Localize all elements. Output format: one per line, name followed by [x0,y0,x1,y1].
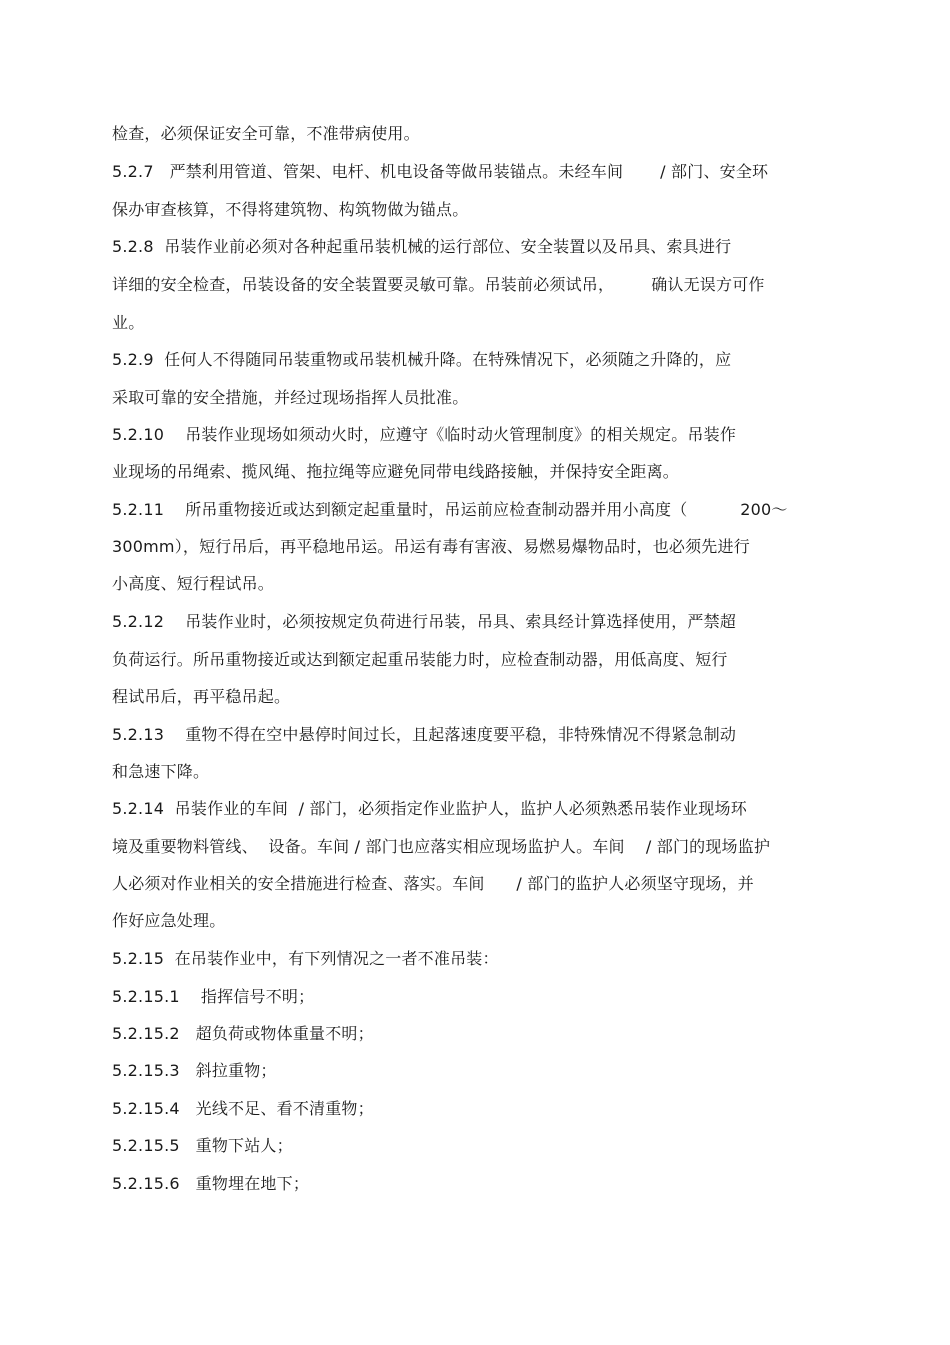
clause-5-2-15-heading: 5.2.15 在吊装作业中，有下列情况之一者不准吊装： [112,949,499,968]
clause-5-2-8-line-1: 5.2.8 吊装作业前必须对各种起重吊装机械的运行部位、安全装置以及吊具、索具进行 [112,237,732,256]
clause-5-2-8-line-3: 业。 [112,313,145,332]
list-item-5-2-15-5: 5.2.15.5 重物下站人； [112,1136,293,1155]
clause-5-2-11-line-2: 300mm），短行吊后，再平稳地吊运。吊运有毒有害液、易燃易爆物品时，也必须先进行 [112,537,750,556]
clause-5-2-10-line-2: 业现场的吊绳索、揽风绳、拖拉绳等应避免同带电线路接触，并保持安全距离。 [112,462,680,481]
list-item-5-2-15-6: 5.2.15.6 重物埋在地下； [112,1174,310,1193]
clause-5-2-12-line-3: 程试吊后，再平稳吊起。 [112,687,291,706]
list-item-5-2-15-3: 5.2.15.3 斜拉重物； [112,1061,277,1080]
clause-5-2-13-line-2: 和急速下降。 [112,762,210,781]
clause-5-2-7-line-1: 5.2.7 严禁利用管道、管架、电杆、机电设备等做吊装锚点。未经车间 / 部门、安全环 [112,162,769,181]
clause-5-2-11-line-1: 5.2.11 所吊重物接近或达到额定起重量时，吊运前应检查制动器并用小高度（ 200～ [112,500,788,519]
clause-5-2-14-line-4: 作好应急处理。 [112,911,226,930]
clause-5-2-9-line-1: 5.2.9 任何人不得随同吊装重物或吊装机械升降。在特殊情况下，必须随之升降的，应 [112,350,732,369]
clause-5-2-13-line-1: 5.2.13 重物不得在空中悬停时间过长，且起落速度要平稳，非特殊情况不得紧急制动 [112,725,737,744]
clause-5-2-9-line-2: 采取可靠的安全措施，并经过现场指挥人员批准。 [112,388,469,407]
clause-5-2-14-line-2: 境及重要物料管线、 设备。车间 / 部门也应落实相应现场监护人。车间 / 部门的现场监护 [112,837,771,856]
list-item-5-2-15-1: 5.2.15.1 指挥信号不明； [112,987,315,1006]
list-item-5-2-15-2: 5.2.15.2 超负荷或物体重量不明； [112,1024,374,1043]
clause-5-2-7-line-2: 保办审查核算，不得将建筑物、构筑物做为锚点。 [112,200,469,219]
clause-5-2-8-line-2: 详细的安全检查，吊装设备的安全装置要灵敏可靠。吊装前必须试吊， 确认无误方可作 [112,275,765,294]
clause-5-2-11-line-3: 小高度、短行程试吊。 [112,574,275,593]
clause-5-2-10-line-1: 5.2.10 吊装作业现场如须动火时，应遵守《临时动火管理制度》的相关规定。吊装作 [112,425,737,444]
clause-5-2-14-line-3: 人必须对作业相关的安全措施进行检查、落实。车间 / 部门的监护人必须坚守现场，并 [112,874,754,893]
list-item-5-2-15-4: 5.2.15.4 光线不足、看不清重物； [112,1099,374,1118]
clause-5-2-12-line-1: 5.2.12 吊装作业时，必须按规定负荷进行吊装，吊具、索具经计算选择使用，严禁超 [112,612,737,631]
clause-5-2-14-line-1: 5.2.14 吊装作业的车间 / 部门，必须指定作业监护人，监护人必须熟悉吊装作业现场环 [112,799,747,818]
text-line-1: 检查，必须保证安全可靠，不准带病使用。 [112,124,420,143]
clause-5-2-12-line-2: 负荷运行。所吊重物接近或达到额定起重吊装能力时，应检查制动器，用低高度、短行 [112,650,728,669]
